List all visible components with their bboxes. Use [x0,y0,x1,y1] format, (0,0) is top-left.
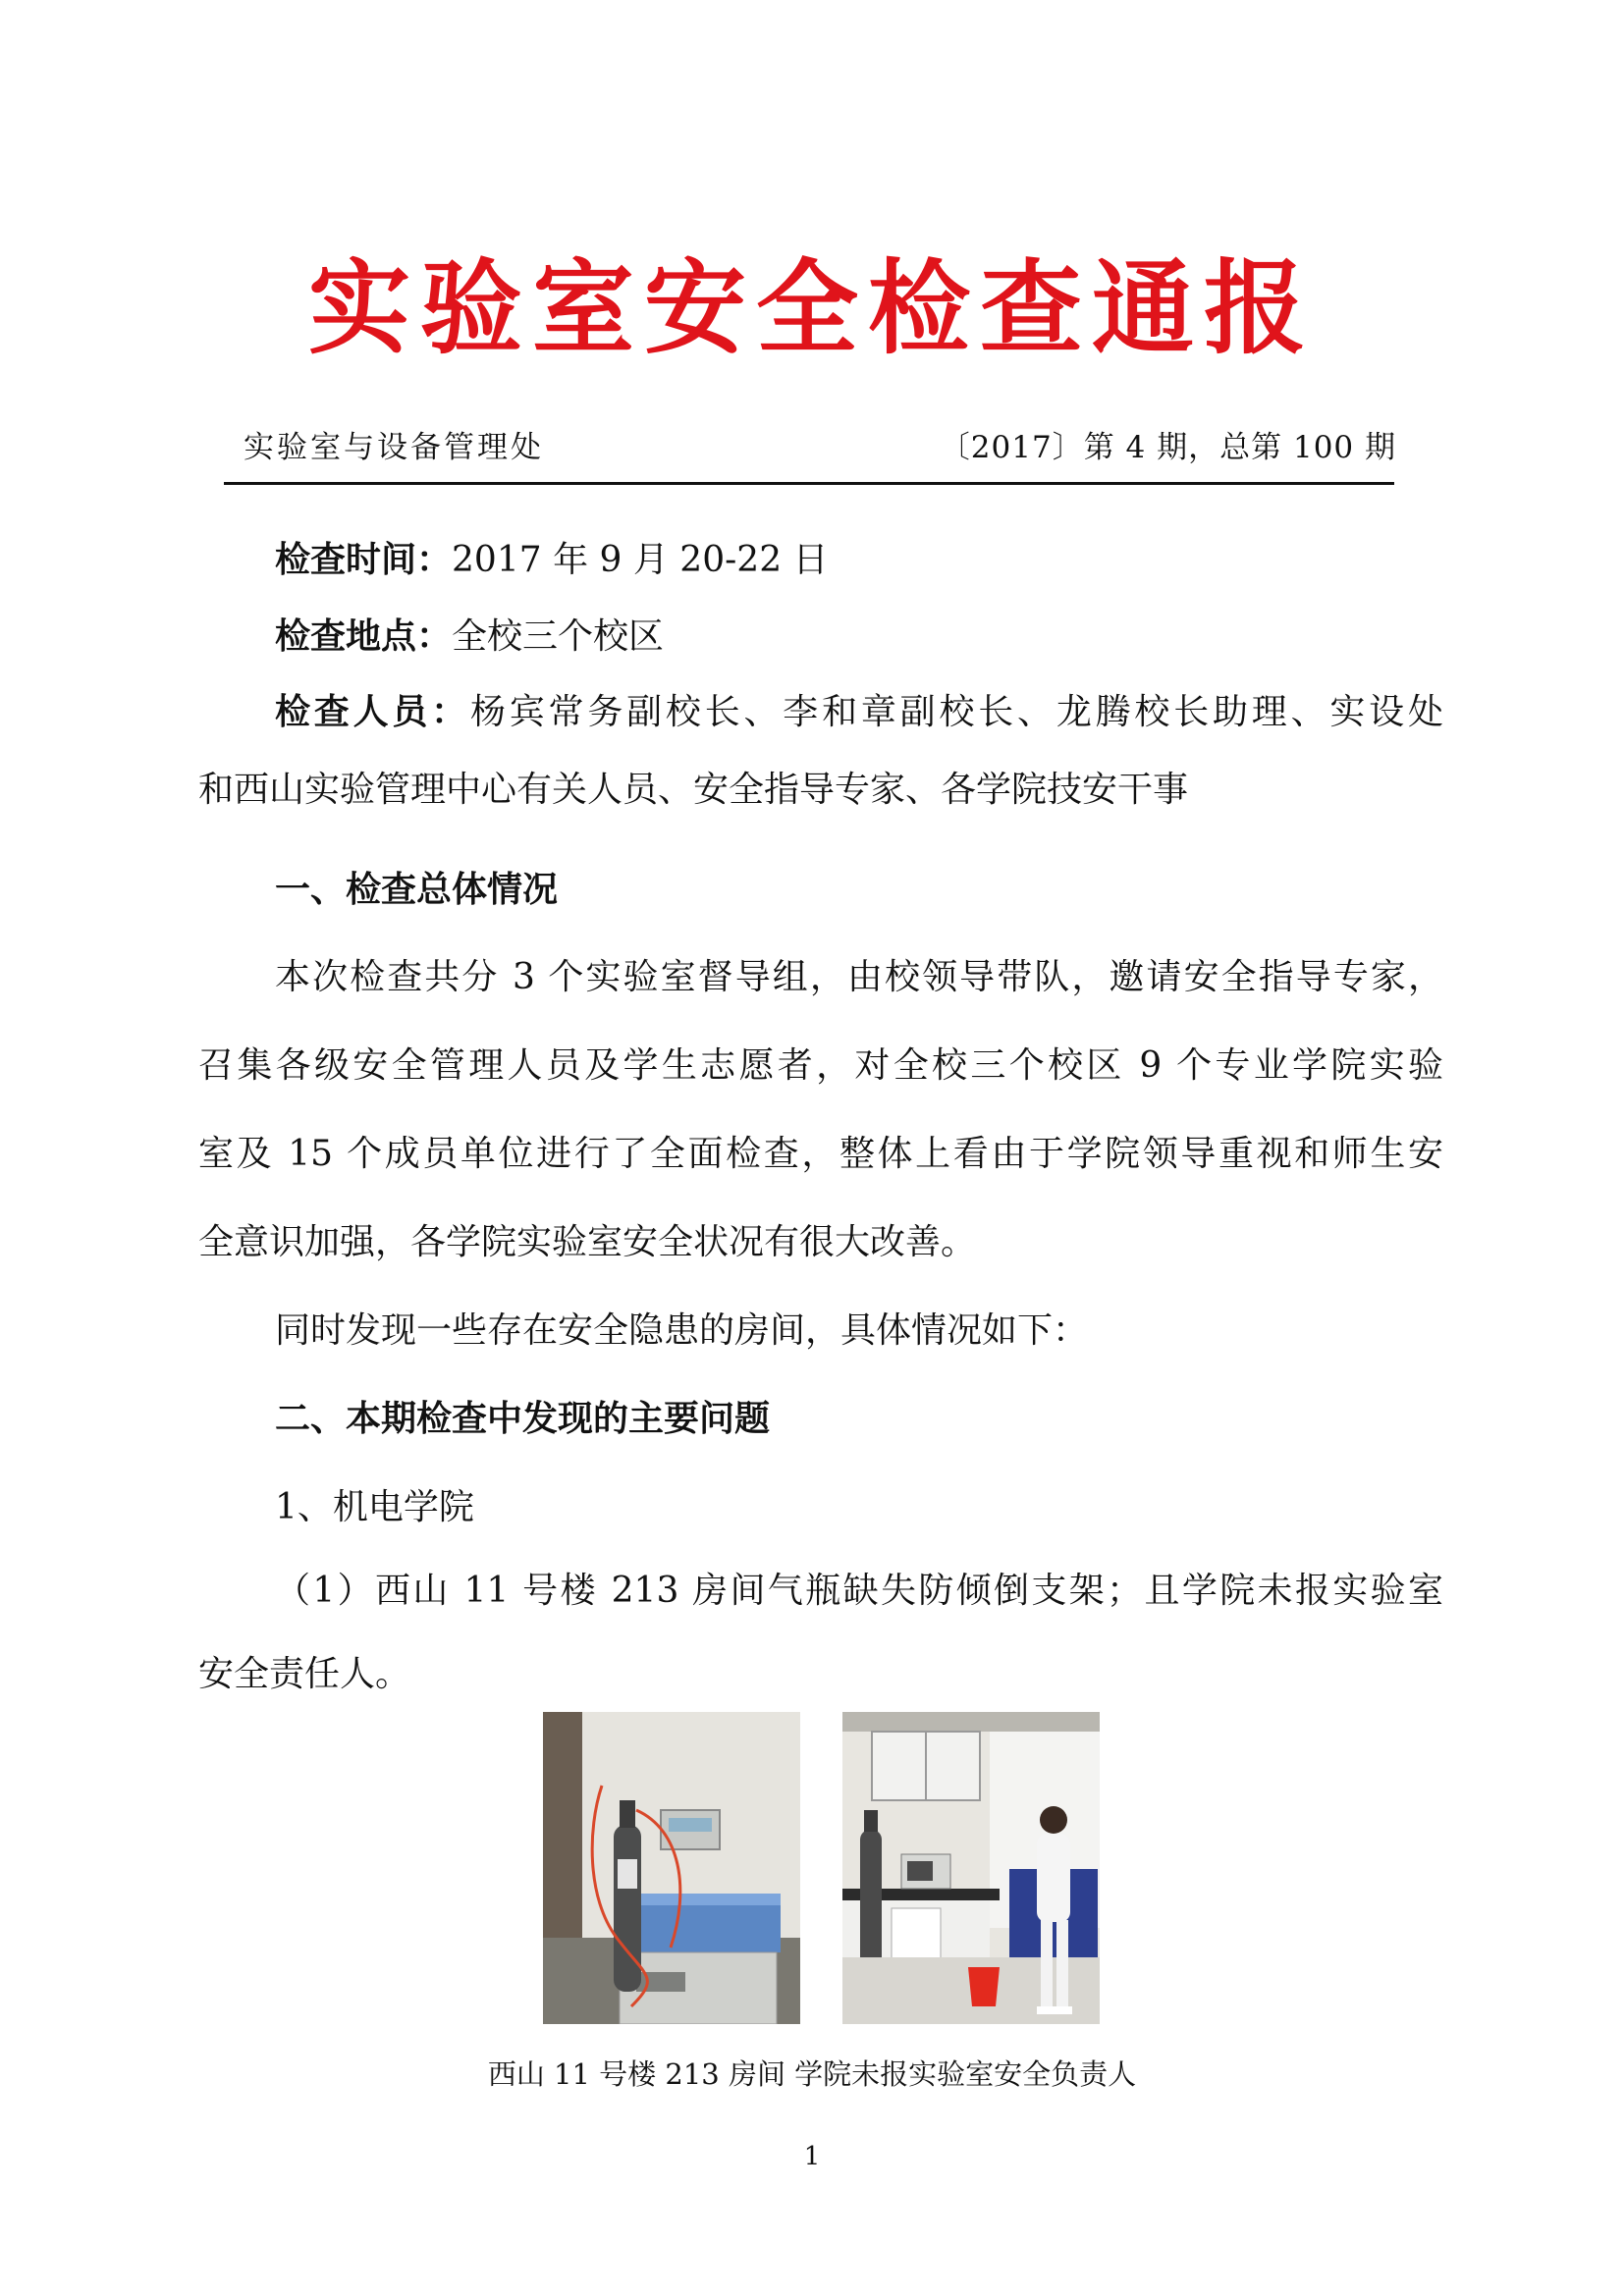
section-2-heading: 二、本期检查中发现的主要问题 [275,1399,771,1439]
inspection-time [275,538,1443,582]
inspection-time-value: 2017 年 9 月 20-22 日 [452,540,829,580]
photo-caption: 西山 11 号楼 213 房间 学院未报实验室安全负责人 [487,2057,1137,2091]
section-1-paragraph-line: 全意识加强，各学院实验室安全状况有很大改善。 [198,1222,977,1262]
photo-gas-cylinder-image [543,1712,800,2024]
inspection-people-label: 检查人员： [275,692,470,732]
section-1-paragraph-line: 本次检查共分 3 个实验室督导组，由校领导带队，邀请安全指导专家， [275,957,1443,997]
inspection-place-value: 全校三个校区 [452,616,665,657]
inspection-place [275,614,1443,659]
section-1-paragraph-line: 室及 15 个成员单位进行了全面检查，整体上看由于学院领导重视和师生安 [198,1134,1443,1174]
photo-gas-cylinder [543,1712,800,2024]
section-1-paragraph-line: 召集各级安全管理人员及学生志愿者，对全校三个校区 9 个专业学院实验 [198,1045,1443,1086]
photo-lab-technician [842,1712,1100,2024]
inspection-people-continued: 和西山实验管理中心有关人员、安全指导专家、各学院技安干事 [198,770,1189,810]
issue-number: 〔2017〕第 4 期，总第 100 期 [939,430,1396,465]
issue-item-line: 安全责任人。 [198,1654,411,1694]
page-number: 1 [803,2142,821,2171]
inspection-time-label: 检查时间： [275,540,453,580]
photo-lab-technician-image [842,1712,1100,2024]
inspection-people-value: 杨宾常务副校长、李和章副校长、龙腾校长助理、实设处 [469,692,1443,732]
inspection-people [275,690,1443,734]
masthead-title: 实验室安全检查通报 [307,247,1316,368]
section-1-heading: 一、检查总体情况 [275,870,559,910]
header-divider [224,482,1394,485]
subsection-college: 1、机电学院 [275,1487,474,1527]
inspection-place-label: 检查地点： [275,616,453,657]
issuer-name: 实验室与设备管理处 [244,430,544,465]
issue-item-line: （1）西山 11 号楼 213 房间气瓶缺失防倾倒支架；且学院未报实验室 [275,1571,1443,1611]
section-1-paragraph-2: 同时发现一些存在安全隐患的房间，具体情况如下： [275,1310,1089,1351]
